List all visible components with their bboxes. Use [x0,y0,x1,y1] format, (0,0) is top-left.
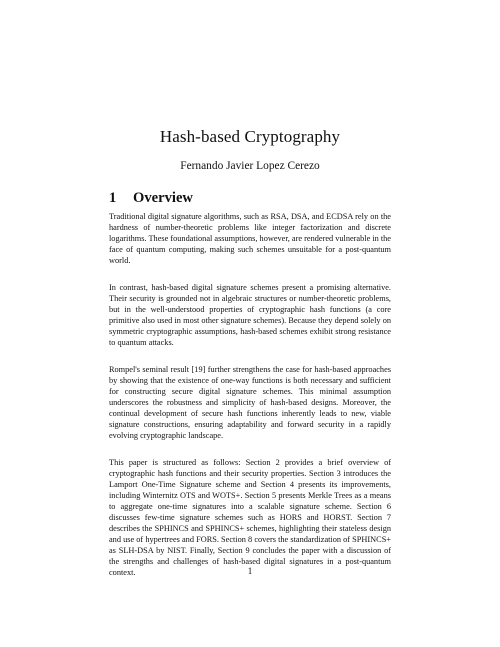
section-body [109,211,391,594]
paragraph-intro: Traditional digital signature algorithms, such as RSA, DSA, and ECDSA rely on the hardness of number-theoretic problems like integer factorization and discrete logarithms. These foundational assumptions, however, are rendered vulnerable in the face of quantum computing, making such schemes unsuitable for a post-quantum world. [109,212,391,265]
section-number: 1 [109,190,117,206]
section-title: Overview [133,190,193,206]
page-number: 1 [247,566,253,576]
paragraph-structure: This paper is structured as follows: Section 2 provides a brief overview of cryptographic hash functions and their security properties. Section 3 introduces the Lamport One-Time Signature scheme and Section 4 presents its improvements, including Winternitz OTS and WOTS+. Section 5 presents Merkle Trees as a means to aggregate one-time signatures into a scalable signature scheme. Section 6 discusses few-time signature schemes such as HORS and HORST. Section 7 describes the SPHINCS and SPHINCS+ schemes, highlighting their stateless design and use of hypertrees and FORS. Section 8 covers the standardization of SPHINCS+ as SLH-DSA by NIST. Finally, Section 9 concludes the paper with a discussion of the strengths and challenges of hash-based digital signatures in a post-quantum context. [109,458,391,577]
paper-title: Hash-based Cryptography [159,127,341,146]
section-heading [109,190,193,207]
paragraph-hash-based: In contrast, hash-based digital signature schemes present a promising alternative. Their security is grounded not in algebraic structures or number-theoretic problems, but in the well-understood properties of cryptographic hash functions (a core primitive also used in most other signature schemes). Because they depend solely on symmetric cryptographic assumptions, hash-based schemes exhibit strong resistance to quantum attacks. [109,283,391,347]
paragraph-rompel: Rompel's seminal result [19] further strengthens the case for hash-based approaches by showing that the existence of one-way functions is both necessary and sufficient for constructing secure digital signature schemes. This minimal assumption underscores the robustness and simplicity of hash-based designs. Moreover, the continual development of secure hash functions inherently leads to new, viable signature constructions, ensuring adaptability and forward security in a rapidly evolving cryptographic landscape. [109,365,391,440]
author-name: Fernando Javier Lopez Cerezo [180,160,320,172]
